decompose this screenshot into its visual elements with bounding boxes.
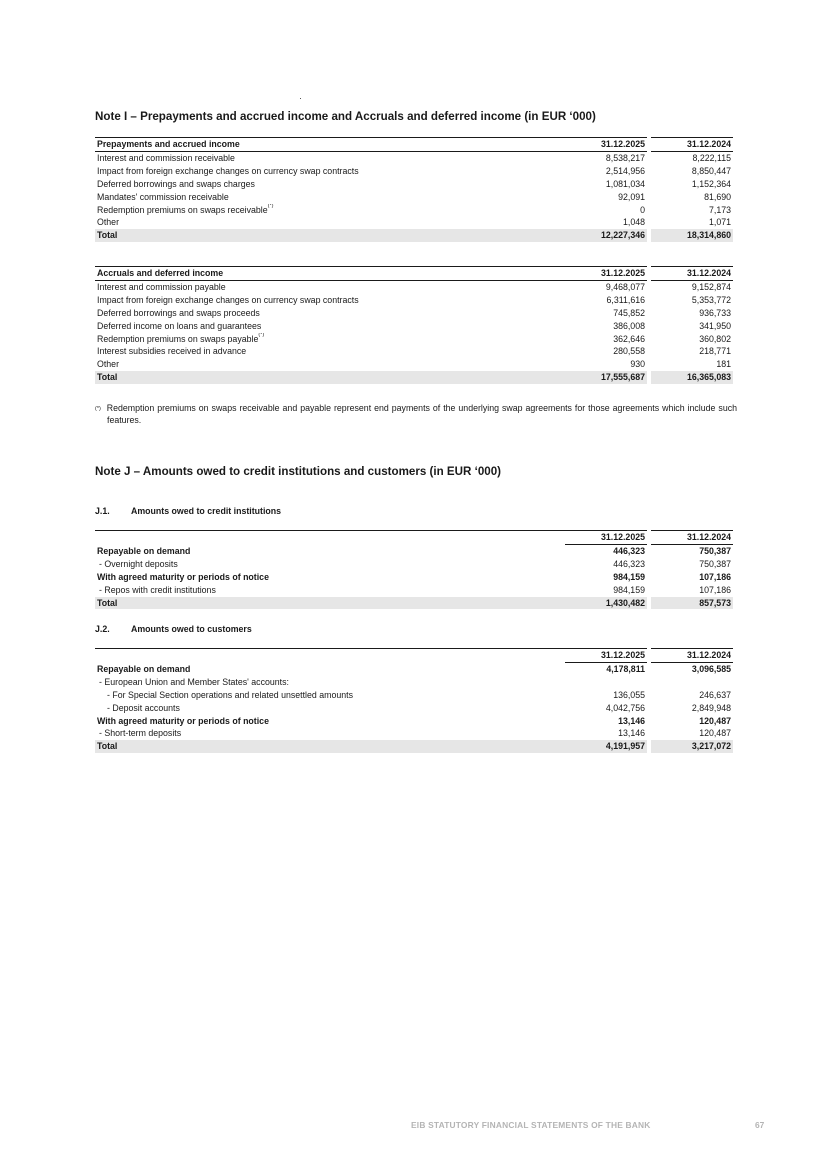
table-row [95,345,733,358]
row-label: - Overnight deposits [99,558,178,569]
table-row [95,178,733,191]
footnote-ref: (*) [267,203,274,209]
row-value-2024: 1,071 [708,217,731,228]
row-label: - Repos with credit institutions [99,584,216,595]
prepayments-header-label: Prepayments and accrued income [95,138,565,152]
j2-total-v2: 3,217,072 [651,740,733,753]
row-label: Other [97,217,120,228]
j1-table [95,530,733,609]
accruals-total-v1: 17,555,687 [565,371,647,384]
footnote-text: Redemption premiums on swaps receivable and payable represent end payments of the underlying swap agreements for those agreements which include such features. [106,403,738,425]
j1-total-row [95,597,733,610]
row-label: Repayable on demand [97,545,191,556]
row-value-2024: 218,771 [699,346,731,357]
row-value-2024: 181 [716,359,731,370]
j2-total-label: Total [95,740,565,753]
row-value-2024: 7,173 [708,204,731,215]
table-row [95,676,733,689]
row-value-2024: 750,387 [699,545,731,556]
table-row [95,280,733,293]
table-row [95,333,733,346]
accruals-table [95,266,733,384]
row-label: Interest subsidies received in advance [97,346,247,357]
accruals-header-label: Accruals and deferred income [95,267,565,281]
row-value-2025: 136,055 [613,689,645,700]
table-row [95,216,733,229]
footnote-ref: (*) [258,332,265,338]
j1-total-label: Total [95,597,565,610]
row-label: Redemption premiums on swaps receivable(*) [97,203,274,215]
j2-header-label [95,649,565,663]
table-row [95,165,733,178]
row-label: - Short-term deposits [99,728,182,739]
prepayments-header-row [95,138,733,152]
j2-total-row [95,740,733,753]
row-value-2024: 107,186 [699,584,731,595]
footnote-mark: (*) [95,406,101,412]
row-value-2024: 360,802 [699,333,731,344]
table-row [95,558,733,571]
j1-header-col1: 31.12.2025 [565,531,647,545]
accruals-header-col1: 31.12.2025 [565,267,647,281]
j2-header-col1: 31.12.2025 [565,649,647,663]
row-value-2025: 930 [630,359,645,370]
j2-total-v1: 4,191,957 [565,740,647,753]
row-value-2025: 446,323 [613,558,645,569]
row-label: Deferred borrowings and swaps charges [97,178,255,189]
j1-header-label [95,531,565,545]
row-label: Interest and commission payable [97,281,226,292]
j2-header-col2: 31.12.2024 [651,649,733,663]
row-value-2025: 2,514,956 [605,165,645,176]
table-row [95,689,733,702]
j1-number: J.1. [95,506,110,516]
table-row [95,584,733,597]
prepayments-total-label: Total [95,229,565,242]
row-value-2025: 1,048 [622,217,645,228]
row-value-2024: 936,733 [699,307,731,318]
note-i-title: Note I – Prepayments and accrued income and Accruals and deferred income (in EUR ‘000) [95,110,596,123]
j1-header-col2: 31.12.2024 [651,531,733,545]
row-value-2024 [651,676,733,689]
row-value-2024: 1,152,364 [691,178,731,189]
table-row [95,715,733,728]
prepayments-total-row [95,229,733,242]
prepayments-total-v2: 18,314,860 [651,229,733,242]
row-value-2025: 13,146 [618,715,645,726]
row-value-2024: 120,487 [699,728,731,739]
prepayments-header-col1: 31.12.2025 [565,138,647,152]
row-label: Mandates' commission receivable [97,191,229,202]
row-value-2025: 9,468,077 [605,281,645,292]
row-value-2025: 362,646 [613,333,645,344]
accruals-total-v2: 16,365,083 [651,371,733,384]
j2-number: J.2. [95,624,110,634]
j1-total-v2: 857,573 [651,597,733,610]
j2-title-text: Amounts owed to customers [131,624,252,634]
j1-header-row [95,531,733,545]
table-row [95,727,733,740]
accruals-header-row [95,267,733,281]
row-value-2025: 92,091 [618,191,645,202]
table-row [95,191,733,204]
row-value-2025: 386,008 [613,320,645,331]
row-value-2025 [565,676,647,689]
row-value-2024: 120,487 [699,715,731,726]
row-value-2025: 6,311,616 [606,294,645,305]
prepayments-table [95,137,733,242]
row-value-2025: 4,042,756 [605,702,645,713]
page-number: 67 [755,1120,765,1130]
accruals-total-row [95,371,733,384]
row-value-2024: 8,850,447 [691,165,731,176]
row-value-2025: 0 [640,204,645,215]
prepayments-total-v1: 12,227,346 [565,229,647,242]
row-label: Interest and commission receivable [97,152,235,163]
table-row [95,320,733,333]
table-row [95,358,733,371]
j1-title [95,506,281,516]
footnote [95,403,737,426]
row-value-2024: 107,186 [699,571,731,582]
j2-table [95,648,733,753]
row-value-2025: 280,558 [613,346,645,357]
table-row [95,151,733,164]
row-label: - For Special Section operations and related unsettled amounts [107,689,353,700]
row-label: Repayable on demand [97,663,191,674]
row-label: Impact from foreign exchange changes on currency swap contracts [97,165,359,176]
prepayments-header-col2: 31.12.2024 [651,138,733,152]
table-row [95,544,733,557]
row-value-2024: 750,387 [699,558,731,569]
row-value-2025: 984,159 [613,584,645,595]
table-row [95,307,733,320]
table-row [95,294,733,307]
row-label: Other [97,359,120,370]
row-label: With agreed maturity or periods of notice [97,715,269,726]
row-label: Redemption premiums on swaps payable(*) [97,332,265,344]
note-j-title: Note J – Amounts owed to credit institutions and customers (in EUR ‘000) [95,465,502,478]
row-value-2025: 446,323 [613,545,645,556]
row-value-2025: 8,538,217 [605,152,645,163]
row-value-2024: 9,152,874 [691,281,731,292]
row-value-2024: 246,637 [699,689,731,700]
row-value-2024: 5,353,772 [691,294,731,305]
j1-total-v1: 1,430,482 [565,597,647,610]
table-row [95,571,733,584]
row-label: Impact from foreign exchange changes on currency swap contracts [97,294,359,305]
j2-header-row [95,649,733,663]
j2-title [95,624,252,634]
footer-title: EIB STATUTORY FINANCIAL STATEMENTS OF THE BANK [411,1120,651,1130]
stray-dot [300,98,301,99]
accruals-header-col2: 31.12.2024 [651,267,733,281]
row-value-2024: 2,849,948 [691,702,731,713]
row-label: - European Union and Member States' accounts: [99,676,289,687]
row-label: Deferred income on loans and guarantees [97,320,262,331]
row-value-2024: 3,096,585 [691,663,731,674]
row-label: - Deposit accounts [107,702,180,713]
table-row [95,204,733,217]
row-value-2025: 4,178,811 [606,663,645,674]
row-label: Deferred borrowings and swaps proceeds [97,307,260,318]
row-label: With agreed maturity or periods of notice [97,571,269,582]
row-value-2024: 8,222,115 [692,152,731,163]
row-value-2024: 81,690 [704,191,731,202]
j1-title-text: Amounts owed to credit institutions [131,506,282,516]
row-value-2024: 341,950 [699,320,731,331]
row-value-2025: 13,146 [618,728,645,739]
table-row [95,702,733,715]
row-value-2025: 745,852 [613,307,645,318]
table-row [95,662,733,675]
row-value-2025: 984,159 [613,571,645,582]
row-value-2025: 1,081,034 [605,178,645,189]
accruals-total-label: Total [95,371,565,384]
